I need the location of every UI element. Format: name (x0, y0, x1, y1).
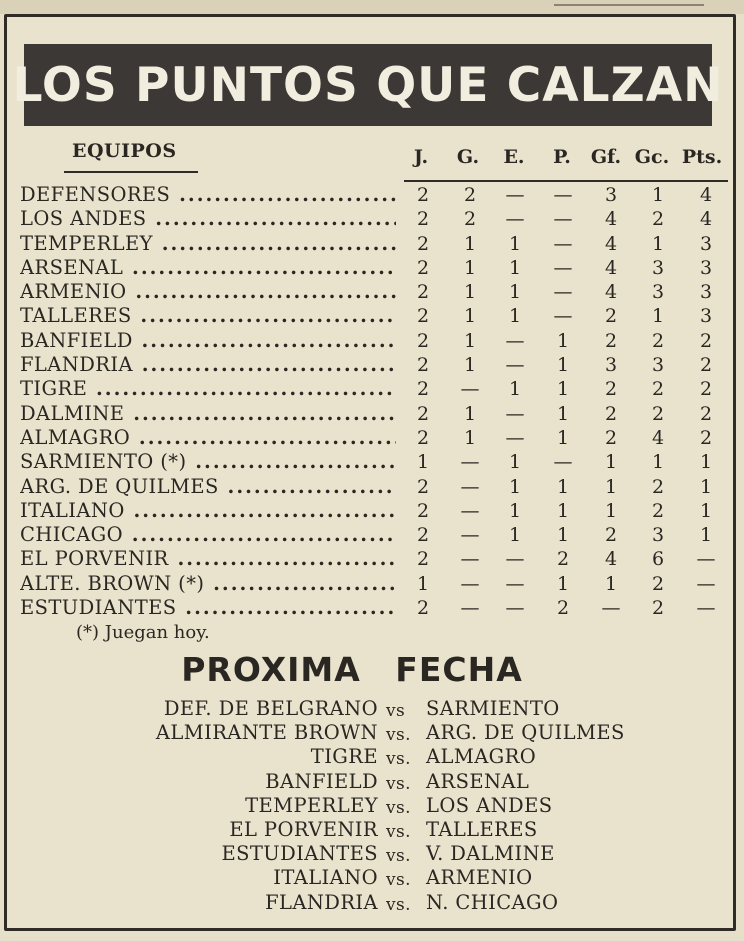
team-name: EL PORVENIR ..... (20, 547, 396, 571)
table-row (0, 450, 744, 474)
fixture-vs: vs. (386, 749, 411, 770)
fixture-home-team: DEF. DE BELGRANO (163, 697, 378, 720)
stat-cell: 1 (463, 402, 477, 425)
teams-header-underline (64, 171, 198, 173)
stat-cell: — (505, 426, 525, 449)
stat-cell: 1 (508, 281, 522, 304)
page-top-strip (0, 0, 744, 14)
fixture-away-team: ALMAGRO (426, 745, 537, 769)
stat-cell: — (505, 597, 525, 620)
table-row (0, 402, 744, 426)
stat-cell: 2 (416, 426, 430, 449)
fixture-home-team: EL PORVENIR (229, 817, 378, 841)
stat-cell: 4 (604, 548, 618, 571)
stat-cell: — (460, 451, 480, 474)
stat-cell: 1 (463, 305, 477, 328)
fixture-home-team: TIGRE (310, 745, 378, 769)
stat-cell: 2 (416, 329, 430, 352)
stat-cell: 2 (463, 184, 477, 206)
stat-cell: 1 (651, 184, 665, 206)
team-name: DEFENSORES ..... (20, 183, 396, 207)
stat-cell: 1 (556, 499, 570, 522)
stat-cell: 2 (604, 524, 618, 547)
fixture-away-team: SARMIENTO (426, 697, 560, 720)
stat-cell: 1 (508, 475, 522, 498)
stat-cell: 1 (699, 475, 713, 498)
fixture-vs: vs. (386, 797, 411, 818)
team-name: ARSENAL ..... (20, 256, 396, 280)
stat-cell: — (460, 548, 480, 571)
next-round-title: PROXIMA FECHA (181, 650, 523, 689)
fixture-row (0, 818, 744, 842)
fixture-vs: vs. (386, 773, 411, 794)
table-row (0, 426, 744, 450)
stat-cell: 2 (416, 281, 430, 304)
stat-cell: 2 (416, 378, 430, 401)
fixture-row (0, 770, 744, 794)
stat-cell: 1 (651, 232, 665, 255)
stat-cell: 2 (416, 232, 430, 255)
stat-cell: — (553, 208, 573, 231)
stat-cell: — (553, 256, 573, 279)
stat-cell: — (696, 572, 716, 595)
stat-cell: 2 (416, 305, 430, 328)
stat-cell: — (505, 572, 525, 595)
col-header-lost: P. (553, 146, 571, 168)
team-name: DALMINE ..... (20, 402, 396, 426)
stat-cell: 2 (416, 184, 430, 206)
stat-cell: 3 (651, 281, 665, 304)
table-row (0, 353, 744, 377)
stat-cell: — (505, 548, 525, 571)
fixture-away-team: N. CHICAGO (426, 890, 559, 914)
table-row (0, 207, 744, 231)
stat-cell: 1 (463, 329, 477, 352)
stat-cell: 2 (604, 426, 618, 449)
stat-cell: 4 (604, 281, 618, 304)
team-name: ARG. DE QUILMES ..... (20, 475, 396, 499)
fixture-row (0, 891, 744, 915)
table-row (0, 304, 744, 328)
table-row (0, 329, 744, 353)
fixture-home-team: ESTUDIANTES (221, 842, 378, 866)
col-header-goals-against: Gc. (634, 146, 670, 168)
stat-cell: 1 (556, 524, 570, 547)
fixture-away-team: ARMENIO (426, 866, 533, 890)
stat-cell: 2 (604, 402, 618, 425)
stat-cell: 1 (508, 378, 522, 401)
team-name: ALMAGRO ..... (20, 426, 396, 450)
fixture-vs: vs (386, 701, 406, 721)
stat-cell: — (553, 281, 573, 304)
fixture-vs: vs. (386, 725, 411, 746)
team-name: TALLERES ..... (20, 304, 396, 328)
stat-cell: 1 (556, 329, 570, 352)
fixture-away-team: ARG. DE QUILMES (426, 721, 625, 745)
team-name: BANFIELD ..... (20, 329, 396, 353)
stat-cell: 2 (416, 524, 430, 547)
stat-cell: — (553, 305, 573, 328)
stat-cell: — (460, 524, 480, 547)
stat-cell: 1 (508, 451, 522, 474)
stat-cell: 2 (416, 499, 430, 522)
stat-cell: — (505, 208, 525, 231)
stat-cell: 1 (699, 451, 713, 474)
stat-cell: 1 (556, 354, 570, 377)
stat-cell: 4 (651, 426, 665, 449)
fixture-row (0, 697, 744, 721)
stat-cell: 2 (651, 402, 665, 425)
stat-cell: 1 (508, 232, 522, 255)
stat-cell: 2 (416, 548, 430, 571)
teams-column-header: EQUIPOS (72, 140, 177, 162)
stat-cell: — (505, 354, 525, 377)
stat-cell: — (601, 597, 621, 620)
fixture-away-team: ARSENAL (426, 769, 530, 793)
table-row (0, 499, 744, 523)
table-row (0, 183, 744, 207)
fixture-vs: vs. (386, 894, 411, 915)
team-name: TEMPERLEY ..... (20, 232, 396, 256)
stat-cell: 1 (604, 499, 618, 522)
table-row (0, 232, 744, 256)
stat-cell: 4 (604, 208, 618, 231)
stat-cell: 1 (604, 572, 618, 595)
stat-cell: 2 (416, 402, 430, 425)
stat-cell: — (460, 499, 480, 522)
stat-cell: 1 (463, 256, 477, 279)
fixture-row (0, 842, 744, 866)
stat-cell: — (553, 232, 573, 255)
stats-header-rule (404, 180, 728, 182)
stat-cell: — (696, 597, 716, 620)
stat-cell: 2 (651, 597, 665, 620)
stat-cell: 3 (604, 354, 618, 377)
stat-cell: 6 (651, 548, 665, 571)
fixtures-list (0, 697, 744, 915)
fixture-vs: vs. (386, 846, 411, 867)
stat-cell: — (460, 378, 480, 401)
page-top-sliver (554, 0, 704, 6)
table-row (0, 523, 744, 547)
stat-cell: 1 (508, 256, 522, 279)
fixture-home-team: ALMIRANTE BROWN (155, 721, 378, 745)
fixture-away-team: TALLERES (426, 817, 538, 841)
stat-cell: 1 (463, 232, 477, 255)
stat-cell: 1 (508, 499, 522, 522)
col-header-goals-for: Gf. (590, 146, 622, 168)
stat-cell: — (553, 184, 573, 206)
team-name: LOS ANDES ..... (20, 207, 396, 231)
stat-cell: 1 (699, 499, 713, 522)
stat-cell: 2 (699, 354, 713, 377)
stat-cell: 2 (651, 378, 665, 401)
stat-cell: 1 (556, 475, 570, 498)
table-row (0, 475, 744, 499)
team-name: ALTE. BROWN (*) ..... (20, 572, 396, 596)
stat-cell: 1 (508, 524, 522, 547)
table-row (0, 572, 744, 596)
stat-cell: 3 (699, 256, 713, 279)
stat-cell: 1 (699, 524, 713, 547)
col-header-won: G. (456, 146, 480, 168)
stat-cell: 2 (699, 378, 713, 401)
stat-cell: 2 (651, 475, 665, 498)
stat-cell: 1 (556, 572, 570, 595)
fixture-home-team: BANFIELD (265, 769, 378, 793)
fixture-row (0, 794, 744, 818)
col-header-played: J. (413, 146, 429, 168)
stat-cell: — (505, 402, 525, 425)
stat-cell: 3 (699, 281, 713, 304)
footnote: (*) Juegan hoy. (76, 622, 210, 643)
stat-cell: 1 (463, 354, 477, 377)
stat-cell: 3 (604, 184, 618, 206)
table-row (0, 280, 744, 304)
stat-cell: 3 (651, 354, 665, 377)
stat-cell: — (460, 475, 480, 498)
stat-cell: 2 (463, 208, 477, 231)
team-name: SARMIENTO (*) ..... (20, 450, 396, 474)
team-name: ESTUDIANTES ..... (20, 596, 396, 620)
stat-cell: 1 (556, 402, 570, 425)
stat-cell: 1 (556, 378, 570, 401)
stat-cell: 2 (604, 329, 618, 352)
stat-cell: 3 (699, 305, 713, 328)
team-name: ARMENIO ..... (20, 280, 396, 304)
team-name: ITALIANO ..... (20, 499, 396, 523)
fixture-vs: vs. (386, 870, 411, 891)
stat-cell: 2 (699, 426, 713, 449)
fixture-home-team: ITALIANO (273, 866, 378, 890)
stat-cell: 4 (699, 208, 713, 231)
stat-cell: 4 (604, 232, 618, 255)
team-name: FLANDRIA ..... (20, 353, 396, 377)
stat-cell: 2 (699, 329, 713, 352)
fixture-row (0, 721, 744, 745)
col-header-drawn: E. (503, 146, 525, 168)
team-name: CHICAGO ..... (20, 523, 396, 547)
stat-cell: 2 (416, 208, 430, 231)
stat-cell: 1 (463, 281, 477, 304)
table-row (0, 596, 744, 620)
page-title: LOS PUNTOS QUE CALZAN (12, 57, 724, 113)
stat-cell: 2 (651, 499, 665, 522)
stat-cell: 1 (416, 572, 430, 595)
stat-cell: 2 (416, 475, 430, 498)
stat-cell: 2 (416, 256, 430, 279)
stat-cell: 1 (463, 426, 477, 449)
stat-cell: 1 (604, 451, 618, 474)
stat-cell: — (460, 597, 480, 620)
stat-cell: — (696, 548, 716, 571)
stat-cell: 2 (651, 208, 665, 231)
stat-cell: 1 (604, 475, 618, 498)
stat-cell: 2 (651, 329, 665, 352)
fixture-home-team: TEMPERLEY (245, 793, 378, 817)
stat-cell: 3 (651, 524, 665, 547)
col-header-points: Pts. (681, 146, 723, 168)
table-row (0, 547, 744, 571)
fixture-vs: vs. (386, 821, 411, 842)
standings-table (0, 183, 744, 620)
fixture-home-team: FLANDRIA (265, 890, 378, 914)
stat-cell: — (505, 184, 525, 206)
stat-cell: — (460, 572, 480, 595)
stat-cell: 2 (604, 378, 618, 401)
stat-cell: 1 (556, 426, 570, 449)
stat-cell: 2 (651, 572, 665, 595)
stat-cell: 1 (416, 451, 430, 474)
stat-cell: 2 (699, 402, 713, 425)
stat-cell: 3 (699, 232, 713, 255)
table-row (0, 377, 744, 401)
stat-cell: — (505, 329, 525, 352)
fixture-row (0, 745, 744, 769)
stat-cell: 2 (416, 354, 430, 377)
stat-cell: 4 (604, 256, 618, 279)
stat-cell: 2 (604, 305, 618, 328)
stat-cell: 2 (556, 597, 570, 620)
fixture-row (0, 866, 744, 890)
title-banner (12, 44, 724, 126)
stat-cell: 2 (416, 597, 430, 620)
fixture-away-team: LOS ANDES (426, 793, 553, 817)
stat-cell: 4 (699, 184, 713, 206)
stat-cell: 1 (651, 451, 665, 474)
stat-cell: 3 (651, 256, 665, 279)
stat-cell: 1 (651, 305, 665, 328)
stat-cell: 2 (556, 548, 570, 571)
team-name: TIGRE ..... (20, 377, 396, 401)
table-row (0, 256, 744, 280)
fixture-away-team: V. DALMINE (426, 842, 555, 866)
stat-cell: — (553, 451, 573, 474)
stat-cell: 1 (508, 305, 522, 328)
